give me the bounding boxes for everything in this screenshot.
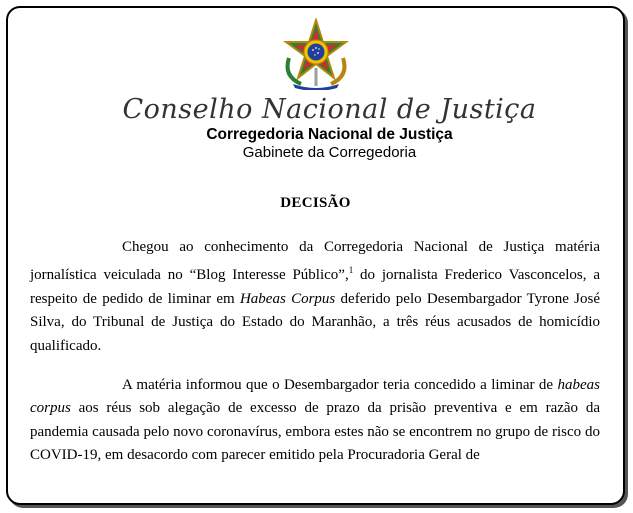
footnote-ref-1[interactable]: 1 bbox=[348, 265, 354, 276]
document-page bbox=[6, 6, 625, 505]
paragraph-2 bbox=[30, 374, 600, 468]
paragraph-1-text-c: deferido pelo Desembargador Tyrone José Silva, do Tribunal de Justiça do Estado do Maranhão, a três réus acusados de homicídio qualificado. bbox=[30, 290, 600, 354]
letterhead bbox=[8, 18, 623, 161]
paragraph-2-italic: habeas corpus bbox=[30, 377, 600, 417]
document-body bbox=[30, 236, 600, 484]
institution-name: Conselho Nacional de Justiça bbox=[122, 94, 537, 125]
paragraph-1-italic: Habeas Corpus bbox=[239, 290, 336, 307]
letterhead-subtitle: Corregedoria Nacional de Justiça bbox=[206, 126, 453, 143]
paragraph-1-text-a: Chegou ao conhecimento da Corregedoria Nacional de Justiça matéria jornalística veiculada no “Blog Interesse Público”, bbox=[30, 239, 600, 284]
letterhead-office: Gabinete da Corregedoria bbox=[242, 144, 417, 161]
paragraph-2-text-a: A matéria informou que o Desembargador teria concedido a liminar de bbox=[122, 377, 558, 394]
paragraph-1-text-b: do jornalista Frederico Vasconcelos, a respeito de pedido de liminar em bbox=[30, 267, 600, 307]
paragraph-1 bbox=[30, 236, 600, 358]
paragraph-2-text-b: aos réus sob alegação de excesso de prazo da prisão preventiva e em razão da pandemia causada pelo novo coronavírus, embora estes não se encontrem no grupo de risco do COVID-19, em desacordo com parecer emitido pela Procuradoria Geral de bbox=[30, 400, 600, 464]
brazil-coat-of-arms-icon bbox=[279, 18, 353, 90]
document-title: DECISÃO bbox=[280, 195, 351, 211]
